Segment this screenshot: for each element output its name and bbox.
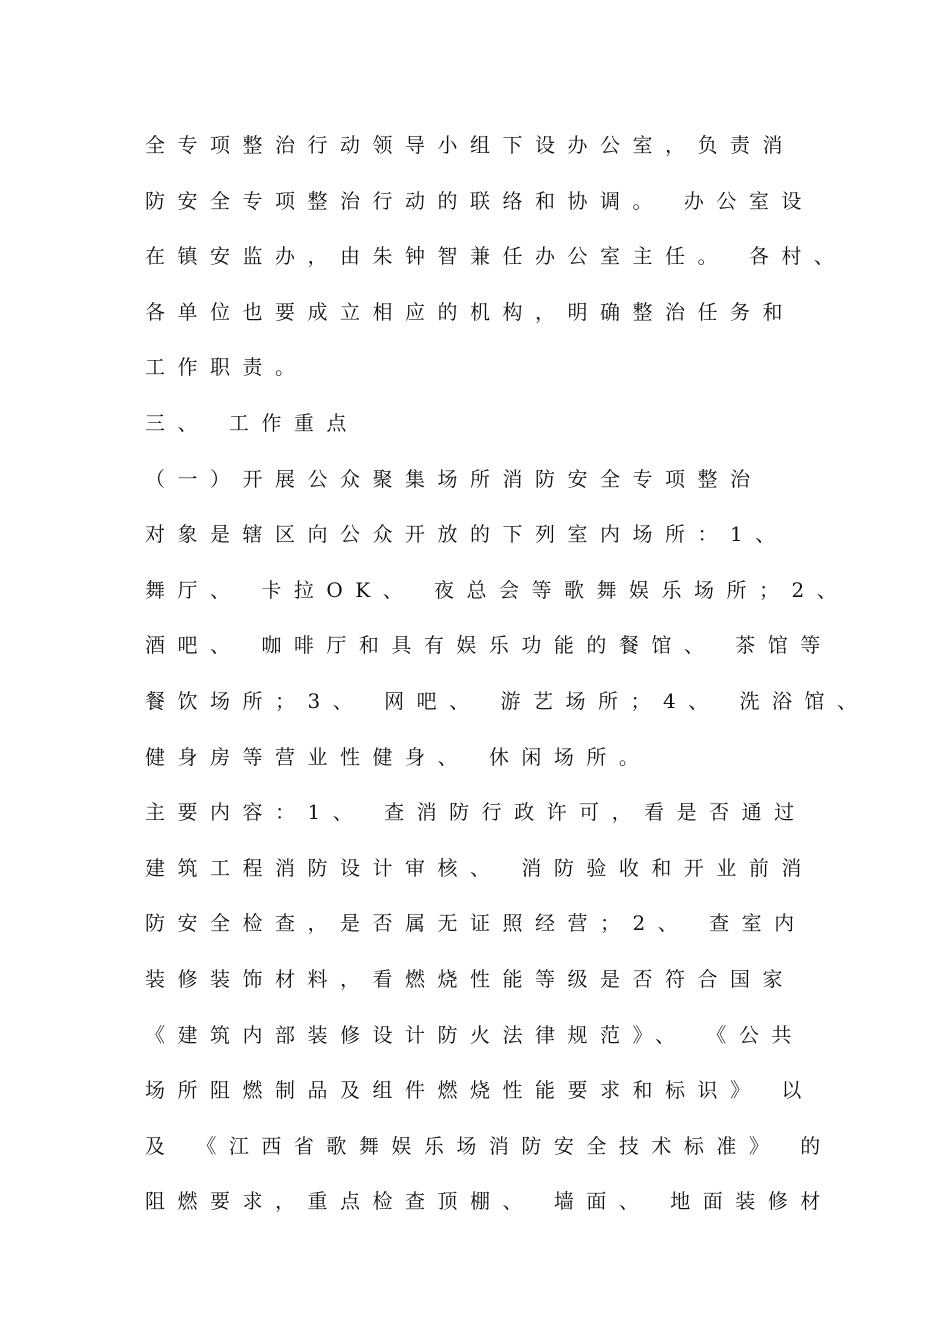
text-line: 防安全检查，是否属无证照经营；2、 查室内	[145, 911, 807, 936]
text-line: 主要内容：1、 查消防行政许可，看是否通过	[145, 800, 807, 825]
text-line: 酒吧、 咖啡厅和具有娱乐功能的餐馆、 茶馆等	[145, 633, 833, 658]
text-line: 对象是辖区向公众开放的下列室内场所：1、	[145, 522, 788, 547]
body-text	[145, 118, 870, 1230]
text-line: 舞厅、 卡拉OK、 夜总会等歌舞娱乐场所；2、	[145, 577, 850, 602]
subsection-heading: （一）开展公众聚集场所消防安全专项整治	[145, 466, 763, 491]
text-line: 场所阻燃制品及组件燃烧性能要求和标识》 以	[145, 1078, 814, 1103]
text-line: 健身房等营业性健身、 休闲场所。	[145, 744, 652, 769]
text-line: 阻燃要求，重点检查顶棚、 墙面、 地面装修材	[145, 1189, 833, 1214]
text-line: 《建筑内部装修设计防火法律规范》、 《公共	[145, 1022, 804, 1047]
text-line: 防安全专项整治行动的联络和协调。 办公室设	[145, 188, 814, 213]
section-heading: 三、 工作重点	[145, 410, 359, 435]
text-line: 在镇安监办，由朱钟智兼任办公室主任。 各村、	[145, 244, 847, 269]
text-line: 建筑工程消防设计审核、 消防验收和开业前消	[145, 855, 814, 880]
text-line: 餐饮场所；3、 网吧、 游艺场所；4、 洗浴馆、	[145, 688, 870, 713]
text-line: 及 《江西省歌舞娱乐场消防安全技术标准》 的	[145, 1133, 833, 1158]
text-line: 全专项整治行动领导小组下设办公室，负责消	[145, 133, 795, 157]
text-line: 工作职责。	[145, 355, 308, 380]
text-line: 装修装饰材料，看燃烧性能等级是否符合国家	[145, 966, 795, 991]
text-line: 各单位也要成立相应的机构，明确整治任务和	[145, 299, 795, 324]
